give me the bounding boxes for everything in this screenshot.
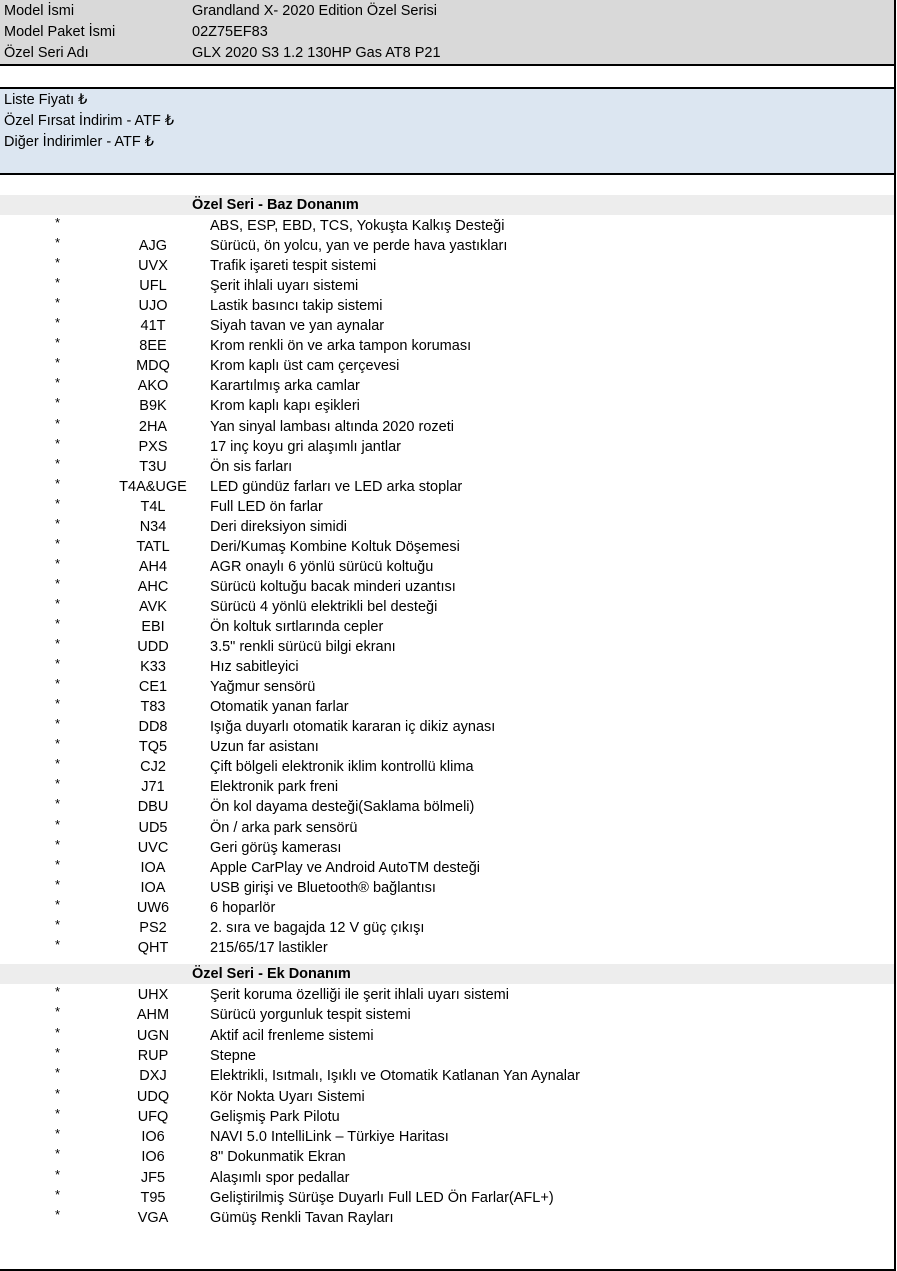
- bullet-star: *: [55, 1146, 61, 1162]
- option-description: Ön sis farları: [210, 458, 293, 475]
- option-code: B9K: [139, 398, 167, 415]
- series-name-value: GLX 2020 S3 1.2 130HP Gas AT8 P21: [192, 45, 441, 61]
- list-item: [0, 797, 894, 817]
- base-section-title: [0, 195, 894, 215]
- option-description: Çift bölgeli elektronik iklim kontrollü klima: [210, 759, 474, 776]
- option-description: Apple CarPlay ve Android AutoTM desteği: [210, 859, 481, 876]
- list-item: [0, 878, 894, 898]
- list-item: [0, 985, 894, 1005]
- bullet-star: *: [55, 215, 61, 230]
- bullet-star: *: [55, 916, 61, 932]
- option-code: TQ5: [138, 739, 168, 756]
- option-code: EBI: [141, 619, 165, 635]
- option-code: N34: [139, 518, 167, 535]
- option-code: UVC: [137, 839, 169, 856]
- option-code: UHX: [137, 987, 169, 1003]
- option-description: Deri direksiyon simidi: [210, 518, 347, 535]
- list-item: [0, 236, 894, 256]
- list-item: [0, 617, 894, 637]
- option-code: PXS: [138, 438, 168, 455]
- list-item: [0, 918, 894, 938]
- option-description: Ön koltuk sırtlarında cepler: [210, 619, 384, 635]
- list-item: [0, 497, 894, 517]
- option-code: UDQ: [136, 1088, 170, 1105]
- bullet-star: *: [55, 355, 61, 371]
- option-code: AHC: [137, 578, 169, 595]
- list-item: [0, 1026, 894, 1046]
- list-item: [0, 597, 894, 617]
- option-description: Yağmur sensörü: [210, 679, 316, 696]
- bullet-star: *: [55, 856, 61, 872]
- option-code: IOA: [140, 859, 166, 876]
- list-item: [0, 938, 894, 958]
- option-description: Aktif acil frenleme sistemi: [210, 1027, 374, 1044]
- list-item: [0, 757, 894, 777]
- bullet-star: *: [55, 1126, 61, 1142]
- option-code: T3U: [139, 458, 167, 475]
- list-item: [0, 577, 894, 597]
- list-item: [0, 657, 894, 677]
- option-code: AHM: [136, 1007, 170, 1024]
- list-item: [0, 717, 894, 737]
- bullet-star: *: [55, 535, 61, 551]
- option-code: UFL: [139, 278, 167, 295]
- bullet-star: *: [55, 796, 61, 812]
- option-description: Yan sinyal lambası altında 2020 rozeti: [210, 418, 454, 435]
- option-description: 215/65/17 lastikler: [210, 939, 328, 956]
- option-description: Geri görüş kamerası: [210, 839, 342, 856]
- bullet-star: *: [55, 235, 61, 251]
- option-description: 6 hoparlör: [210, 899, 276, 916]
- list-item: [0, 256, 894, 276]
- option-code: TATL: [136, 538, 170, 555]
- model-name-row: [0, 1, 894, 22]
- bullet-star: *: [55, 984, 61, 999]
- option-description: ABS, ESP, EBD, TCS, Yokuşta Kalkış Desteği: [210, 218, 505, 234]
- bullet-star: *: [55, 295, 61, 311]
- bullet-star: *: [55, 656, 61, 672]
- option-description: Uzun far asistanı: [210, 739, 319, 756]
- bullet-star: *: [55, 776, 61, 792]
- option-code: 8EE: [139, 338, 167, 355]
- bullet-star: *: [55, 636, 61, 652]
- option-code: AJG: [138, 238, 168, 255]
- option-description: Siyah tavan ve yan aynalar: [210, 318, 385, 335]
- bullet-star: *: [55, 1187, 61, 1202]
- option-code: UD5: [138, 819, 168, 836]
- option-code: CJ2: [140, 759, 166, 776]
- option-description: Lastik basıncı takip sistemi: [210, 298, 383, 315]
- bullet-star: *: [55, 1166, 61, 1182]
- bullet-star: *: [55, 716, 61, 732]
- option-description: Full LED ön farlar: [210, 498, 323, 515]
- list-item: [0, 637, 894, 657]
- option-code: JF5: [140, 1169, 166, 1186]
- bullet-star: *: [55, 616, 61, 631]
- option-code: DD8: [138, 719, 168, 736]
- option-code: UVX: [138, 258, 168, 275]
- option-description: 17 inç koyu gri alaşımlı jantlar: [210, 438, 401, 455]
- list-item: [0, 1168, 894, 1188]
- option-code: IOA: [140, 879, 166, 896]
- option-code: CE1: [138, 679, 168, 696]
- bullet-star: *: [55, 1044, 61, 1060]
- option-description: Şerit ihlali uyarı sistemi: [210, 278, 359, 295]
- bullet-star: *: [55, 415, 61, 431]
- bullet-star: *: [55, 335, 61, 351]
- bullet-star: *: [55, 736, 61, 752]
- special-discount-label: Özel Fırsat İndirim - ATF ₺: [4, 113, 175, 129]
- option-code: UJO: [138, 298, 168, 315]
- option-description: Otomatik yanan farlar: [210, 699, 349, 716]
- list-item: [0, 276, 894, 296]
- option-code: VGA: [137, 1210, 169, 1227]
- bullet-star: *: [55, 275, 61, 291]
- option-description: Işığa duyarlı otomatik kararan iç dikiz aynası: [210, 719, 496, 736]
- option-description: AGR onaylı 6 yönlü sürücü koltuğu: [210, 558, 434, 575]
- option-code: MDQ: [136, 358, 170, 375]
- option-code: T95: [140, 1190, 166, 1206]
- list-item: [0, 457, 894, 477]
- extra-section-title: [0, 964, 894, 984]
- option-code: UGN: [136, 1027, 170, 1044]
- option-description: USB girişi ve Bluetooth® bağlantısı: [210, 879, 436, 896]
- option-code: DBU: [137, 799, 169, 816]
- option-description: Krom kaplı üst cam çerçevesi: [210, 358, 400, 375]
- option-description: Geliştirilmiş Sürüşe Duyarlı Full LED Ön Farlar(AFL+): [210, 1190, 554, 1206]
- bullet-star: *: [55, 816, 61, 832]
- bullet-star: *: [55, 876, 61, 892]
- list-item: [0, 1046, 894, 1066]
- option-description: Gümüş Renkli Tavan Rayları: [210, 1210, 394, 1227]
- list-item: [0, 437, 894, 457]
- option-description: 8" Dokunmatik Ekran: [210, 1149, 346, 1166]
- option-code: UFQ: [137, 1108, 169, 1125]
- bullet-star: *: [55, 395, 61, 411]
- bullet-star: *: [55, 495, 61, 511]
- option-code: IO6: [141, 1149, 165, 1166]
- list-item: [0, 838, 894, 858]
- list-item: [0, 1208, 894, 1228]
- list-item: [0, 517, 894, 537]
- bullet-star: *: [55, 756, 61, 772]
- series-name-label: Özel Seri Adı: [4, 45, 89, 61]
- list-item: [0, 1127, 894, 1147]
- bullet-star: *: [55, 515, 61, 531]
- option-code: T83: [140, 699, 166, 716]
- option-code: DXJ: [139, 1068, 167, 1085]
- extra-section-title-text: Özel Seri - Ek Donanım: [192, 966, 351, 982]
- option-description: Sürücü 4 yönlü elektrikli bel desteği: [210, 598, 438, 615]
- list-price-label: Liste Fiyatı ₺: [4, 92, 88, 108]
- bullet-star: *: [55, 1065, 61, 1081]
- bullet-star: *: [55, 375, 61, 391]
- list-item: [0, 1005, 894, 1025]
- option-description: Kör Nokta Uyarı Sistemi: [210, 1088, 365, 1105]
- list-item: [0, 336, 894, 356]
- model-info-header: [0, 0, 894, 66]
- list-item: [0, 477, 894, 497]
- list-item: [0, 1147, 894, 1167]
- package-name-value: 02Z75EF83: [192, 24, 268, 40]
- option-code: AVK: [139, 598, 167, 615]
- bullet-star: *: [55, 455, 61, 471]
- list-item: [0, 1188, 894, 1208]
- option-description: Trafik işareti tespit sistemi: [210, 258, 377, 275]
- option-code: QHT: [137, 939, 169, 956]
- option-description: Hız sabitleyici: [210, 659, 299, 676]
- bullet-star: *: [55, 896, 61, 912]
- list-item: [0, 1107, 894, 1127]
- option-description: Elektronik park freni: [210, 779, 339, 796]
- bullet-star: *: [55, 595, 61, 611]
- option-code: K33: [140, 659, 166, 676]
- option-description: Krom kaplı kapı eşikleri: [210, 398, 360, 415]
- bullet-star: *: [55, 836, 61, 852]
- option-code: T4A&UGE: [119, 478, 187, 495]
- list-item: [0, 296, 894, 316]
- other-discounts-label: Diğer İndirimler - ATF ₺: [4, 134, 154, 150]
- option-code: AH4: [138, 558, 168, 575]
- option-code: PS2: [139, 919, 167, 936]
- list-item: [0, 737, 894, 757]
- bullet-star: *: [55, 1207, 61, 1223]
- option-description: Stepne: [210, 1047, 256, 1064]
- option-code: RUP: [137, 1047, 169, 1064]
- option-description: Gelişmiş Park Pilotu: [210, 1108, 340, 1125]
- option-description: Sürücü, ön yolcu, yan ve perde hava yastıkları: [210, 238, 508, 255]
- option-description: Deri/Kumaş Kombine Koltuk Döşemesi: [210, 538, 460, 555]
- option-description: Sürücü yorgunluk tespit sistemi: [210, 1007, 411, 1024]
- option-code: AKO: [137, 378, 169, 395]
- list-item: [0, 376, 894, 396]
- base-section-title-text: Özel Seri - Baz Donanım: [192, 197, 359, 213]
- option-code: 41T: [140, 318, 166, 335]
- option-description: Ön kol dayama desteği(Saklama bölmeli): [210, 799, 475, 816]
- list-item: [0, 677, 894, 697]
- price-block: [0, 87, 894, 175]
- option-description: Karartılmış arka camlar: [210, 378, 360, 395]
- list-item: [0, 818, 894, 838]
- list-item: [0, 537, 894, 557]
- bullet-star: *: [55, 1105, 61, 1121]
- option-description: 2. sıra ve bagajda 12 V güç çıkışı: [210, 919, 425, 936]
- option-description: Alaşımlı spor pedallar: [210, 1169, 350, 1186]
- list-item: [0, 898, 894, 918]
- list-item: [0, 396, 894, 416]
- series-name-row: [0, 43, 894, 64]
- model-name-label: Model İsmi: [4, 3, 75, 19]
- option-code: J71: [141, 779, 165, 796]
- bullet-star: *: [55, 696, 61, 712]
- list-item: [0, 557, 894, 577]
- option-description: Sürücü koltuğu bacak minderi uzantısı: [210, 578, 456, 595]
- list-item: [0, 1087, 894, 1107]
- bullet-star: *: [55, 936, 61, 952]
- bullet-star: *: [55, 435, 61, 451]
- bullet-star: *: [55, 1085, 61, 1101]
- bullet-star: *: [55, 1004, 61, 1020]
- list-item: [0, 858, 894, 878]
- option-description: 3.5" renkli sürücü bilgi ekranı: [210, 639, 396, 656]
- bullet-star: *: [55, 1024, 61, 1040]
- bullet-star: *: [55, 255, 61, 271]
- model-name-value: Grandland X- 2020 Edition Özel Serisi: [192, 3, 438, 19]
- option-code: T4L: [140, 498, 166, 515]
- bullet-star: *: [55, 315, 61, 331]
- option-code: IO6: [141, 1129, 165, 1146]
- bullet-star: *: [55, 555, 61, 571]
- list-item: [0, 216, 894, 236]
- option-description: LED gündüz farları ve LED arka stoplar: [210, 478, 463, 495]
- option-description: Elektrikli, Isıtmalı, Işıklı ve Otomatik Katlanan Yan Aynalar: [210, 1068, 580, 1085]
- option-code: 2HA: [138, 418, 168, 435]
- option-description: Şerit koruma özelliği ile şerit ihlali uyarı sistemi: [210, 987, 509, 1003]
- bullet-star: *: [55, 475, 61, 491]
- package-name-label: Model Paket İsmi: [4, 24, 116, 40]
- package-name-row: [0, 22, 894, 43]
- bullet-star: *: [55, 575, 61, 591]
- option-code: UDD: [137, 639, 169, 656]
- list-item: [0, 417, 894, 437]
- list-item: [0, 1066, 894, 1086]
- list-item: [0, 356, 894, 376]
- option-description: Krom renkli ön ve arka tampon koruması: [210, 338, 472, 355]
- list-item: [0, 316, 894, 336]
- option-code: UW6: [136, 899, 170, 916]
- option-description: Ön / arka park sensörü: [210, 819, 358, 836]
- bullet-star: *: [55, 676, 61, 692]
- list-item: [0, 777, 894, 797]
- option-description: NAVI 5.0 IntelliLink – Türkiye Haritası: [210, 1129, 449, 1146]
- list-item: [0, 697, 894, 717]
